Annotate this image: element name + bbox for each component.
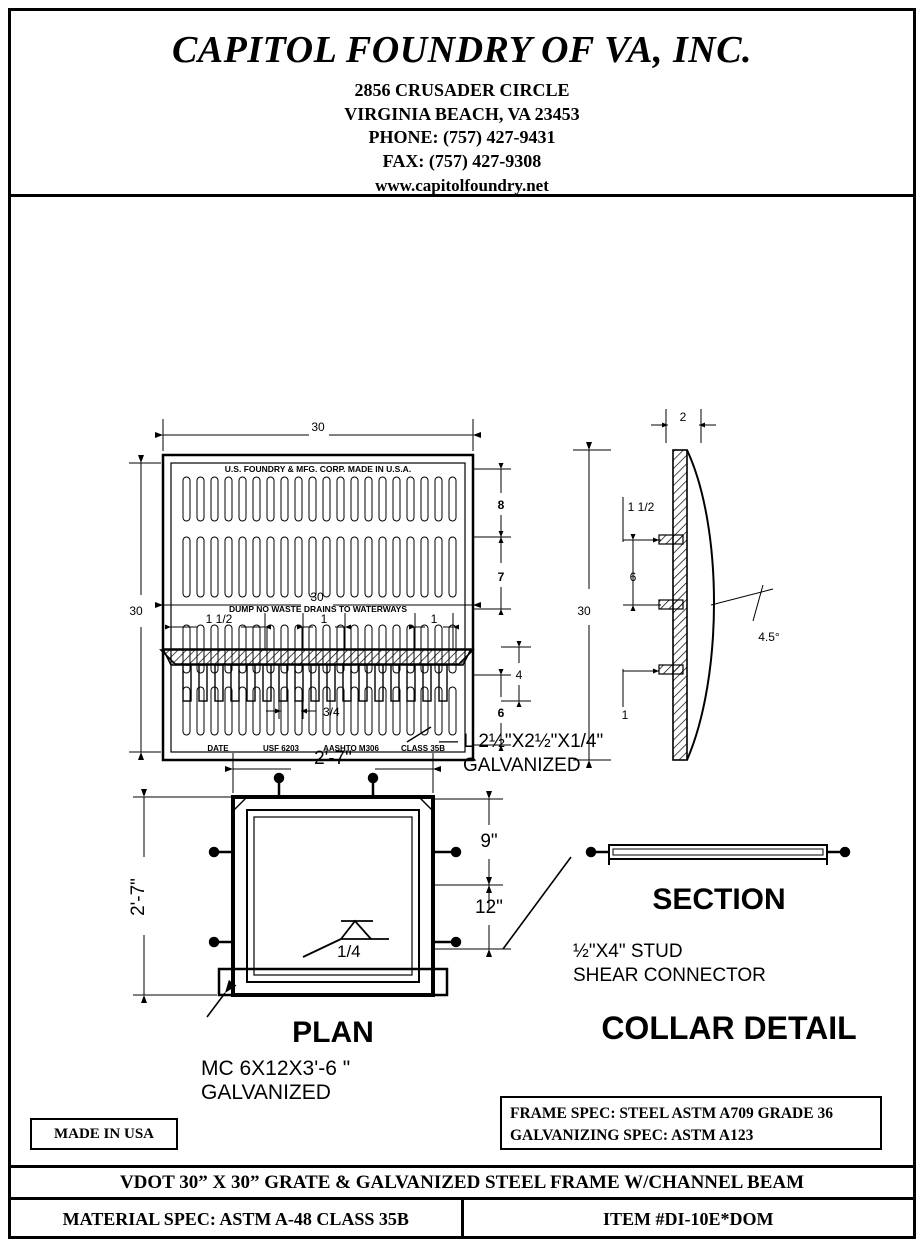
section-spacing-2: 1	[320, 612, 328, 626]
address-line-1: 2856 CRUSADER CIRCLE	[354, 79, 570, 100]
cast-text-class: CLASS 35B	[400, 744, 446, 753]
channel-note-line1: MC 6X12X3'-6 "	[201, 1057, 351, 1080]
angle-note-line1: — L 2½"X2½"X1/4"	[439, 731, 604, 752]
section-top-dim: 30	[310, 590, 324, 604]
grate-side-height-dim: 30	[577, 604, 591, 618]
section-spacing-3: 1	[430, 612, 438, 626]
material-spec-cell	[11, 1200, 464, 1239]
made-in-usa-badge	[30, 1118, 178, 1150]
frame-spec: FRAME SPEC: STEEL ASTM A709 GRADE 36	[510, 1105, 833, 1122]
phone-number: PHONE: (757) 427-9431	[368, 127, 556, 148]
spec-box	[500, 1096, 882, 1150]
stud-note-line1: ½"X4" STUD	[573, 941, 683, 962]
address-line-2: VIRGINIA BEACH, VA 23453	[344, 103, 580, 124]
grate-band-dim-7: 7	[497, 570, 505, 584]
angle-note-line2: GALVANIZED	[463, 755, 581, 776]
weld-size-label: 1/4	[337, 942, 361, 961]
plan-label: PLAN	[292, 1016, 374, 1049]
drawing-title-bar	[11, 1165, 913, 1200]
grate-side-angle: 4.5°	[758, 630, 780, 644]
cast-text-middle: DUMP NO WASTE DRAINS TO WATERWAYS	[228, 604, 408, 614]
grate-side-dim-a: 1 1/2	[627, 500, 655, 514]
grate-side-dim-c: 1	[621, 708, 629, 722]
cast-text-usf: USF 6203	[262, 744, 300, 753]
made-in-usa-label: MADE IN USA	[53, 1125, 154, 1142]
item-number-label: ITEM #DI-10E*DOM	[603, 1209, 774, 1229]
technical-drawing-area	[11, 197, 913, 1165]
section-spacing-1: 1 1/2	[205, 612, 233, 626]
company-name: CAPITOL FOUNDRY OF VA, INC.	[171, 29, 753, 71]
channel-note-line2: GALVANIZED	[201, 1081, 331, 1104]
drawing-title: VDOT 30” X 30” GRATE & GALVANIZED STEEL FRAME W/CHANNEL BEAM	[119, 1171, 805, 1193]
collar-width-dim: 2'-7"	[314, 748, 352, 769]
section-label: SECTION	[652, 883, 786, 916]
grate-side-view	[573, 409, 780, 760]
material-spec-label: MATERIAL SPEC: ASTM A-48 CLASS 35B	[62, 1209, 409, 1229]
grate-plan-top-dim: 30	[311, 420, 325, 434]
title-block-header	[11, 11, 913, 197]
galvanizing-spec: GALVANIZING SPEC: ASTM A123	[510, 1127, 754, 1145]
section-bar-dim: 3/4	[323, 705, 340, 719]
grate-band-dim-8: 8	[497, 498, 505, 512]
item-number-cell	[464, 1200, 914, 1239]
grate-section-view	[161, 648, 473, 701]
cast-text-aashto: AASHTO M306	[323, 744, 379, 753]
grate-band-dim-6: 6	[497, 706, 505, 720]
grate-plan-left-dim: 30	[129, 604, 143, 618]
cast-text-top: U.S. FOUNDRY & MFG. CORP. MADE IN U.S.A.	[224, 464, 412, 474]
section-depth-dim: 4	[515, 668, 523, 682]
stud-note-line2: SHEAR CONNECTOR	[573, 965, 766, 986]
grate-side-top-dim: 2	[679, 410, 687, 424]
fax-number: FAX: (757) 427-9308	[382, 151, 542, 172]
collar-height-dim: 2'-7"	[128, 878, 149, 916]
cast-text-date: DATE	[207, 744, 229, 753]
grate-side-dim-b: 6	[629, 570, 637, 584]
collar-dim-9: 9"	[480, 831, 498, 852]
collar-detail-label: COLLAR DETAIL	[601, 1010, 857, 1046]
drawing-svg	[11, 197, 913, 1165]
website-url: www.capitolfoundry.net	[375, 175, 549, 195]
collar-dim-12: 12"	[475, 897, 503, 918]
footer-row	[11, 1200, 913, 1239]
